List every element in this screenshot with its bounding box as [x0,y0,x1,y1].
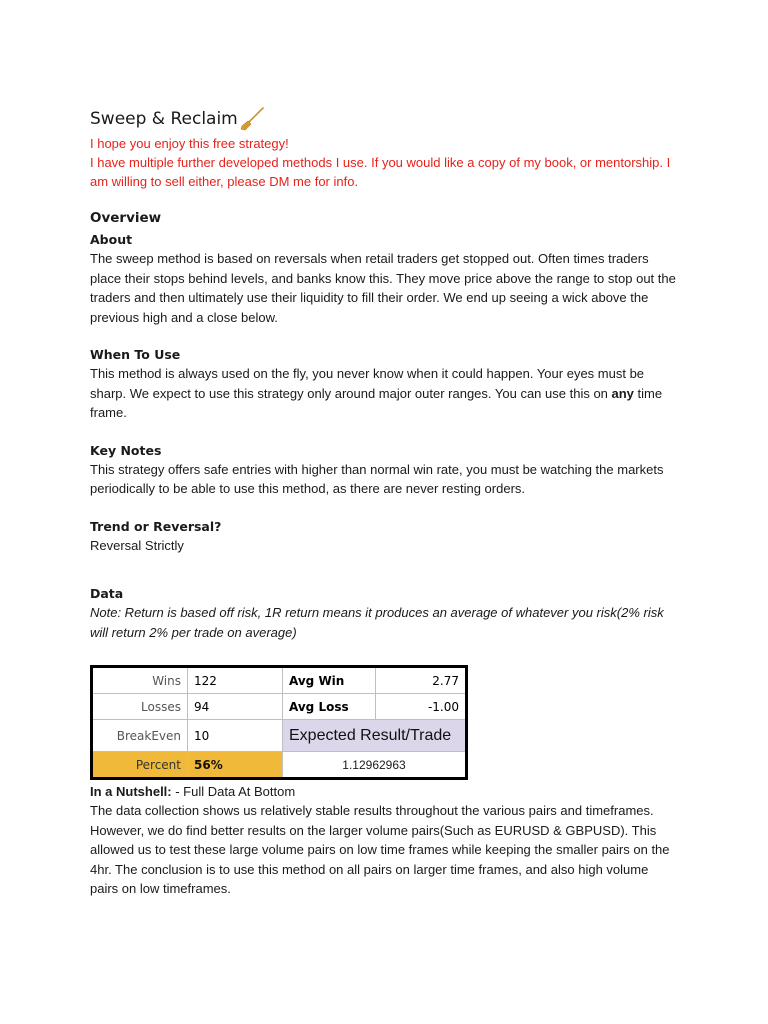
data-heading: Data [90,586,124,601]
losses-value: 94 [188,694,283,720]
avg-loss-value: -1.00 [376,694,467,720]
results-table [90,665,468,780]
nutshell-line [90,782,680,801]
nutshell-suffix: - Full Data At Bottom [171,784,296,799]
breakeven-label: BreakEven [92,720,188,752]
wins-value: 122 [188,667,283,694]
percent-value: 56% [188,752,283,779]
about-body: The sweep method is based on reversals when retail traders get stopped out. Often times traders place their stops behind levels, and banks know this. They move price above the range to stop out the traders and then ultimately use their liquidity to fill their order. We end up seeing a wick above the previous high and a close below. [90,251,676,325]
title-text: Sweep & Reclaim [90,109,238,129]
when-to-use-text: This method is always used on the fly, you never know when it could happen. Your eyes must be sharp. We expect to use this strategy only around major outer ranges. You can use this on [90,366,645,401]
when-to-use-emphasis: any [611,385,634,401]
trend-body: Reversal Strictly [90,537,184,553]
avg-win-value: 2.77 [376,667,467,694]
losses-label: Losses [92,694,188,720]
intro-line-1: I hope you enjoy this free strategy! [90,136,289,151]
table-row [92,720,467,752]
table-row [92,752,467,779]
trend-heading: Trend or Reversal? [90,518,222,534]
expected-result-label: Expected Result/Trade [283,720,467,752]
key-notes-body: This strategy offers safe entries with higher than normal win rate, you must be watching the markets periodically to be able to use this method, as there are never resting orders. [90,461,664,496]
avg-loss-label: Avg Loss [283,694,376,720]
nutshell-label: In a Nutshell: [90,784,172,799]
wins-label: Wins [92,667,188,694]
document-title [90,104,680,134]
key-notes-heading: Key Notes [90,442,162,458]
about-heading: About [90,232,133,247]
breakeven-value: 10 [188,720,283,752]
table-row [92,694,467,720]
data-note: Note: Return is based off risk, 1R return means it produces an average of whatever you risk(2% risk will return 2% per trade on average) [90,605,664,640]
expected-result-value: 1.12962963 [283,752,467,779]
avg-win-label: Avg Win [283,667,376,694]
when-to-use-text-end: time frame. [90,385,663,420]
intro-line-2: I have multiple further developed methods I use. If you would like a copy of my book, or mentorship. I am willing to sell either, please DM me for info. [90,155,671,189]
when-to-use-heading: When To Use [90,347,181,362]
percent-label: Percent [92,752,188,779]
document-page [90,104,680,899]
broom-icon [239,106,265,132]
nutshell-body: The data collection shows us relatively stable results throughout the various pairs and timeframes. However, we do find better results on the larger volume pairs(Such as EURUSD & GBPUSD). This allowed us to test these large volume pairs on low time frames while keeping the smaller pairs on the 4hr. The conclusion is to use this method on all pairs on larger time frames, and also high volume pairs on low timeframes. [90,803,670,896]
overview-heading: Overview [90,210,162,226]
table-row [92,667,467,694]
when-to-use-body [90,364,680,423]
